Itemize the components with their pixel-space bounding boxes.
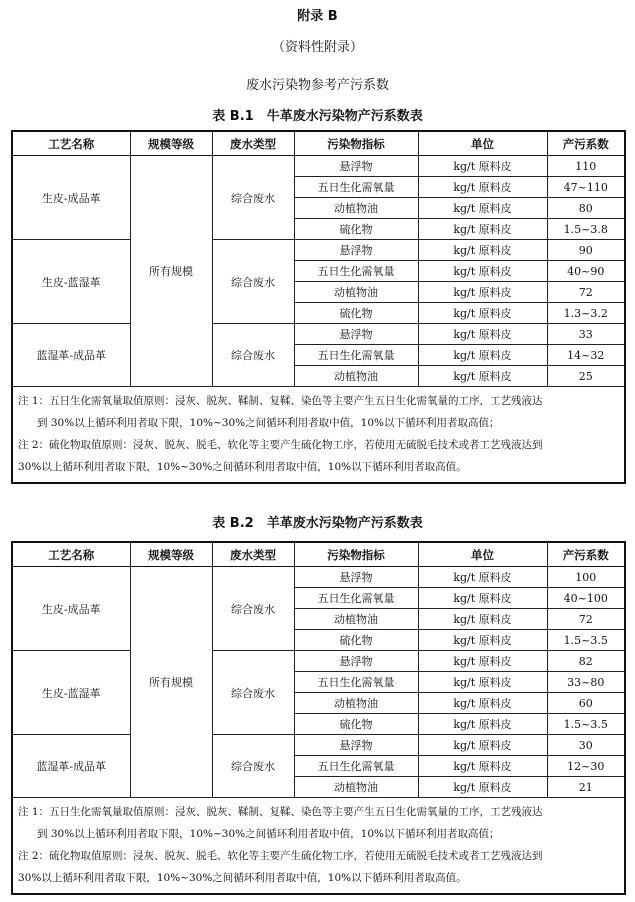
coefficient-cell: 1.5~3.8 (547, 219, 625, 240)
process-name-cell: 生皮-成品革 (12, 567, 130, 651)
table-header-row (12, 542, 625, 567)
column-header: 单位 (418, 131, 547, 156)
coefficient-cell: 30 (547, 735, 625, 756)
pollutant-indicator-cell: 动植物油 (294, 282, 418, 303)
unit-cell: kg/t 原料皮 (418, 567, 547, 588)
unit-cell: kg/t 原料皮 (418, 630, 547, 651)
coefficient-cell: 12~30 (547, 756, 625, 777)
pollutant-indicator-cell: 五日生化需氧量 (294, 756, 418, 777)
coefficient-cell: 1.3~3.2 (547, 303, 625, 324)
table-notes (12, 798, 625, 895)
table-b2 (11, 541, 626, 895)
table-row (12, 735, 625, 756)
table-notes (12, 387, 625, 484)
pollutant-indicator-cell: 五日生化需氧量 (294, 177, 418, 198)
table-row (12, 156, 625, 177)
wastewater-type-cell: 综合废水 (212, 156, 294, 240)
unit-cell: kg/t 原料皮 (418, 693, 547, 714)
pollutant-indicator-cell: 五日生化需氧量 (294, 345, 418, 366)
coefficient-cell: 33~80 (547, 672, 625, 693)
wastewater-type-cell: 综合废水 (212, 240, 294, 324)
wastewater-type-cell: 综合废水 (212, 651, 294, 735)
coefficient-cell: 82 (547, 651, 625, 672)
pollutant-indicator-cell: 硫化物 (294, 630, 418, 651)
notes-row (12, 798, 625, 895)
unit-cell: kg/t 原料皮 (418, 588, 547, 609)
table-b1-wrapper (11, 130, 624, 484)
wastewater-type-cell: 综合废水 (212, 735, 294, 798)
pollutant-indicator-cell: 悬浮物 (294, 735, 418, 756)
unit-cell: kg/t 原料皮 (418, 324, 547, 345)
pollutant-indicator-cell: 悬浮物 (294, 651, 418, 672)
unit-cell: kg/t 原料皮 (418, 240, 547, 261)
unit-cell: kg/t 原料皮 (418, 219, 547, 240)
column-header: 单位 (418, 542, 547, 567)
pollutant-indicator-cell: 悬浮物 (294, 567, 418, 588)
table-row (12, 567, 625, 588)
unit-cell: kg/t 原料皮 (418, 261, 547, 282)
table-row (12, 324, 625, 345)
coefficient-cell: 80 (547, 198, 625, 219)
coefficient-cell: 110 (547, 156, 625, 177)
note-line: 30%以上循环利用者取下限，10%~30%之间循环利用者取中值，10%以下循环利用者取高值。 (18, 461, 467, 473)
notes-row (12, 387, 625, 484)
column-header: 工艺名称 (12, 131, 130, 156)
unit-cell: kg/t 原料皮 (418, 672, 547, 693)
table-b1 (11, 130, 626, 484)
scale-level-cell: 所有规模 (130, 567, 212, 798)
unit-cell: kg/t 原料皮 (418, 756, 547, 777)
process-name-cell: 生皮-蓝湿革 (12, 651, 130, 735)
coefficient-cell: 33 (547, 324, 625, 345)
wastewater-type-cell: 综合废水 (212, 324, 294, 387)
unit-cell: kg/t 原料皮 (418, 777, 547, 798)
coefficient-cell: 60 (547, 693, 625, 714)
note-line: 注 2：硫化物取值原则：浸灰、脱灰、脱毛、软化等主要产生硫化物工序，若使用无硫脱毛技术或者工艺残液达到 (18, 850, 543, 862)
column-header: 污染物指标 (294, 131, 418, 156)
process-name-cell: 生皮-成品革 (12, 156, 130, 240)
unit-cell: kg/t 原料皮 (418, 735, 547, 756)
coefficient-cell: 90 (547, 240, 625, 261)
table-header-row (12, 131, 625, 156)
table-row (12, 651, 625, 672)
pollutant-indicator-cell: 动植物油 (294, 777, 418, 798)
scale-level-cell: 所有规模 (130, 156, 212, 387)
coefficient-cell: 40~100 (547, 588, 625, 609)
coefficient-cell: 47~110 (547, 177, 625, 198)
process-name-cell: 蓝湿革-成品革 (12, 324, 130, 387)
coefficient-cell: 1.5~3.5 (547, 714, 625, 735)
process-name-cell: 生皮-蓝湿革 (12, 240, 130, 324)
unit-cell: kg/t 原料皮 (418, 609, 547, 630)
section-title: 废水污染物参考产污系数 (245, 78, 389, 93)
unit-cell: kg/t 原料皮 (418, 303, 547, 324)
pollutant-indicator-cell: 悬浮物 (294, 324, 418, 345)
pollutant-indicator-cell: 悬浮物 (294, 156, 418, 177)
table-b2-wrapper (11, 541, 624, 895)
pollutant-indicator-cell: 硫化物 (294, 219, 418, 240)
coefficient-cell: 40~90 (547, 261, 625, 282)
pollutant-indicator-cell: 五日生化需氧量 (294, 672, 418, 693)
unit-cell: kg/t 原料皮 (418, 282, 547, 303)
coefficient-cell: 21 (547, 777, 625, 798)
column-header: 规模等级 (130, 542, 212, 567)
pollutant-indicator-cell: 五日生化需氧量 (294, 261, 418, 282)
column-header: 规模等级 (130, 131, 212, 156)
unit-cell: kg/t 原料皮 (418, 198, 547, 219)
note-line: 到 30%以上循环利用者取下限，10%~30%之间循环利用者取中值，10%以下循环利用者取高值； (37, 417, 500, 429)
appendix-type: （资料性附录） (271, 40, 363, 55)
unit-cell: kg/t 原料皮 (418, 651, 547, 672)
pollutant-indicator-cell: 硫化物 (294, 714, 418, 735)
unit-cell: kg/t 原料皮 (418, 177, 547, 198)
coefficient-cell: 25 (547, 366, 625, 387)
column-header: 工艺名称 (12, 542, 130, 567)
note-line: 注 1：五日生化需氧量取值原则：浸灰、脱灰、鞣制、复鞣、染色等主要产生五日生化需氧量的工序，工艺残液达 (18, 395, 543, 407)
column-header: 污染物指标 (294, 542, 418, 567)
pollutant-indicator-cell: 动植物油 (294, 693, 418, 714)
column-header: 废水类型 (212, 542, 294, 567)
unit-cell: kg/t 原料皮 (418, 156, 547, 177)
appendix-heading: 附录 B (297, 9, 338, 24)
table-b1-caption: 表 B.1 牛革废水污染物产污系数表 (212, 109, 423, 124)
coefficient-cell: 14~32 (547, 345, 625, 366)
column-header: 产污系数 (547, 131, 625, 156)
pollutant-indicator-cell: 动植物油 (294, 609, 418, 630)
note-line: 到 30%以上循环利用者取下限，10%~30%之间循环利用者取中值，10%以下循环利用者取高值； (37, 828, 500, 840)
unit-cell: kg/t 原料皮 (418, 345, 547, 366)
column-header: 产污系数 (547, 542, 625, 567)
coefficient-cell: 72 (547, 282, 625, 303)
table-row (12, 240, 625, 261)
pollutant-indicator-cell: 五日生化需氧量 (294, 588, 418, 609)
note-line: 注 2：硫化物取值原则：浸灰、脱灰、脱毛、软化等主要产生硫化物工序，若使用无硫脱毛技术或者工艺残液达到 (18, 439, 543, 451)
pollutant-indicator-cell: 硫化物 (294, 303, 418, 324)
column-header: 废水类型 (212, 131, 294, 156)
coefficient-cell: 100 (547, 567, 625, 588)
note-line: 30%以上循环利用者取下限，10%~30%之间循环利用者取中值，10%以下循环利用者取高值。 (18, 872, 467, 884)
wastewater-type-cell: 综合废水 (212, 567, 294, 651)
pollutant-indicator-cell: 动植物油 (294, 366, 418, 387)
unit-cell: kg/t 原料皮 (418, 366, 547, 387)
note-line: 注 1：五日生化需氧量取值原则：浸灰、脱灰、鞣制、复鞣、染色等主要产生五日生化需氧量的工序，工艺残液达 (18, 806, 543, 818)
pollutant-indicator-cell: 悬浮物 (294, 240, 418, 261)
coefficient-cell: 1.5~3.5 (547, 630, 625, 651)
pollutant-indicator-cell: 动植物油 (294, 198, 418, 219)
table-b2-caption: 表 B.2 羊革废水污染物产污系数表 (212, 516, 423, 531)
process-name-cell: 蓝湿革-成品革 (12, 735, 130, 798)
unit-cell: kg/t 原料皮 (418, 714, 547, 735)
coefficient-cell: 72 (547, 609, 625, 630)
